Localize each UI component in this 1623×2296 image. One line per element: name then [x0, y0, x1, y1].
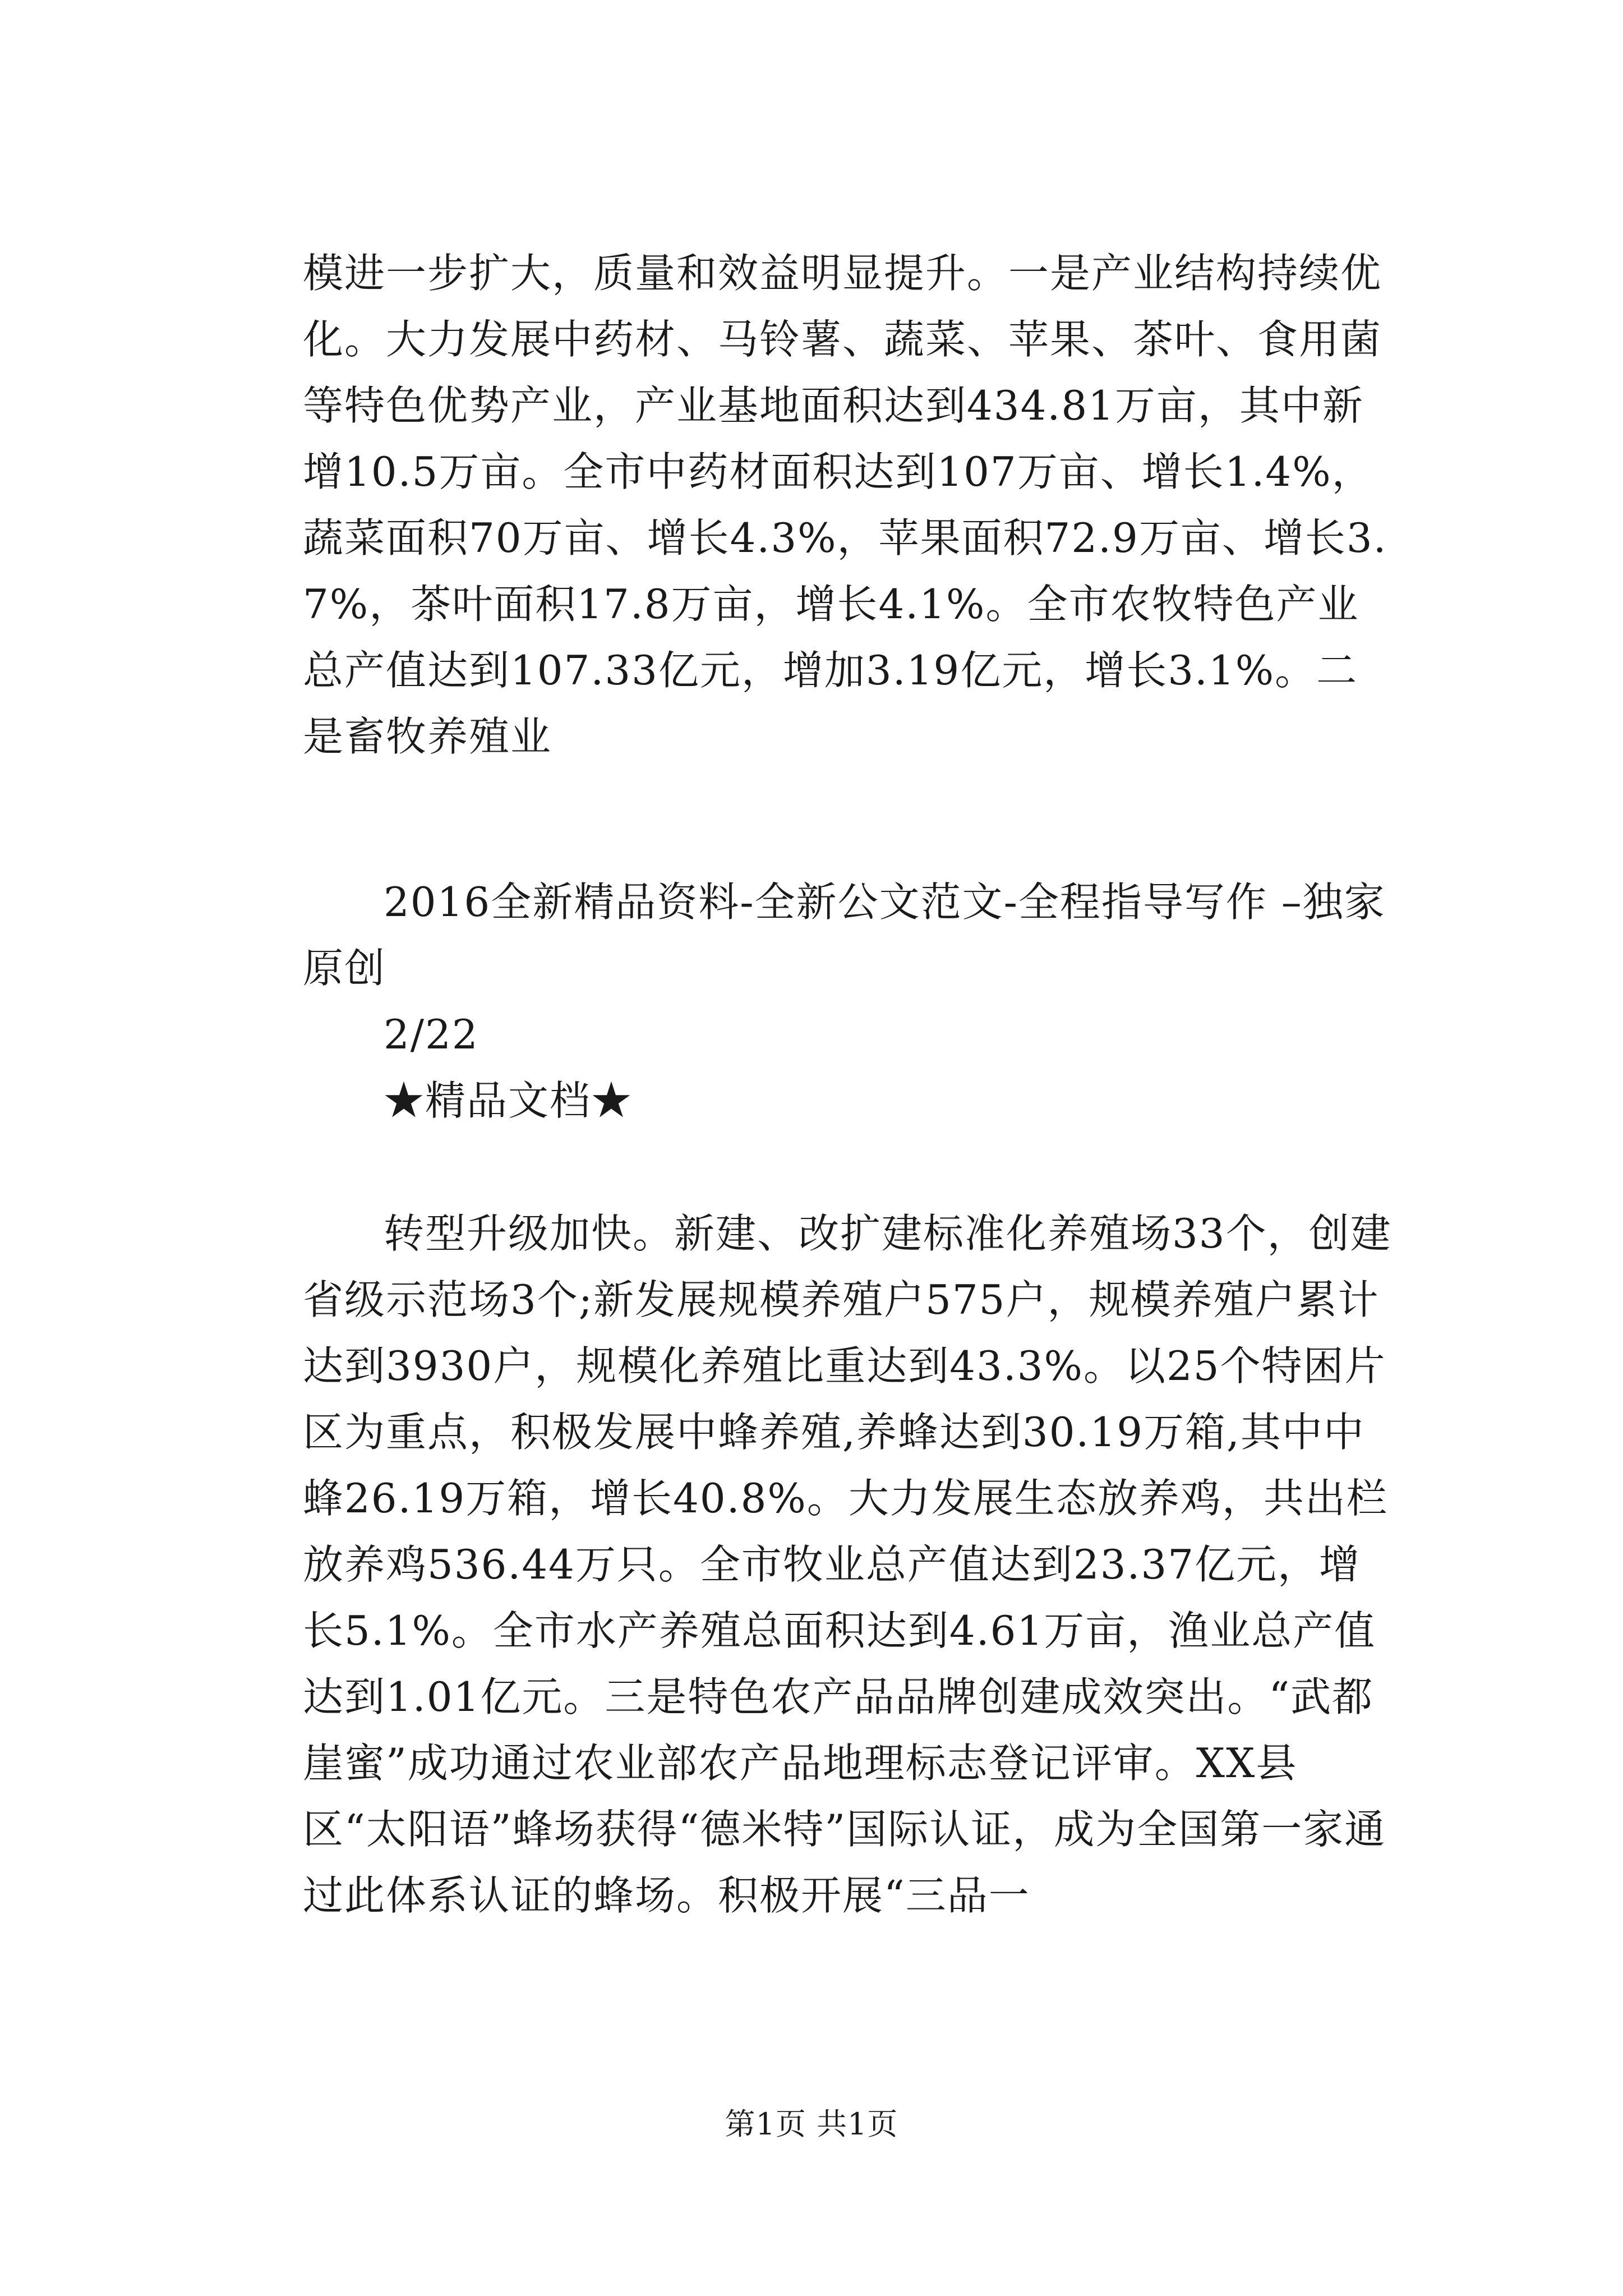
page-footer: 第1页 共1页	[725, 2106, 898, 2142]
body-paragraph-banner	[303, 869, 1396, 1001]
body-paragraph-continued	[303, 240, 1396, 770]
paragraph-industry-structure: 模进一步扩大，质量和效益明显提升。一是产业结构持续优化。大力发展中药材、马铃薯、蔬菜、苹果、茶叶、食用菌等特色优势产业，产业基地面积达到434.81万亩，其中新增10.5万亩。全市中药材面积达到107万亩、增长1.4%，蔬菜面积70万亩、增长4.3%，苹果面积72.9万亩、增长3.7%，茶叶面积17.8万亩，增长4.1%。全市农牧特色产业总产值达到107.33亿元，增加3.19亿元，增长3.1%。二是畜牧养殖业	[303, 250, 1387, 760]
body-paragraph-label	[303, 1068, 1396, 1134]
paragraph-page-index: 2/22	[384, 1011, 479, 1058]
body-paragraph-livestock	[303, 1200, 1396, 1929]
body-paragraph-page-index	[303, 1001, 1396, 1068]
paragraph-quality-label: ★精品文档★	[384, 1077, 633, 1124]
paragraph-promo-banner: 2016全新精品资料-全新公文范文-全程指导写作 –独家原创	[303, 878, 1386, 992]
paragraph-livestock-upgrade: 转型升级加快。新建、改扩建标准化养殖场33个，创建省级示范场3个;新发展规模养殖户575户，规模养殖户累计达到3930户，规模化养殖比重达到43.3%。以25个特困片区为重点，积极发展中蜂养殖,养蜂达到30.19万箱,其中中蜂26.19万箱，增长40.8%。大力发展生态放养鸡，共出栏放养鸡536.44万只。全市牧业总产值达到23.37亿元，增长5.1%。全市水产养殖总面积达到4.61万亩，渔业总产值达到1.01亿元。三是特色农产品品牌创建成效突出。“武都崖蜜”成功通过农业部农产品地理标志登记评审。XX县区“太阳语”蜂场获得“德米特”国际认证，成为全国第一家通过此体系认证的蜂场。积极开展“三品一	[303, 1210, 1392, 1919]
